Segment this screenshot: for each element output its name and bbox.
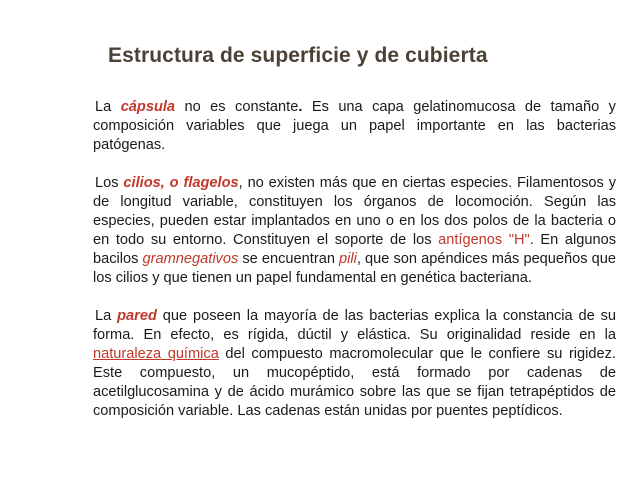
p1-rest: Es una capa gelatinomucosa de tamaño y composición variables que juega un papel importante en las bacterias patógenas. <box>93 99 616 153</box>
keyword-pili: pili <box>339 251 357 267</box>
keyword-capsula: cápsula <box>120 99 176 115</box>
p2-text-2: . En algunos bacilos <box>93 232 616 267</box>
p1-pre: La <box>95 99 121 115</box>
p2-text-3: se encuentran <box>238 251 340 267</box>
keyword-pared: pared <box>117 308 157 324</box>
slide-title: Estructura de superficie y de cubierta <box>108 44 488 67</box>
keyword-gramnegativos: gramnegativos <box>142 251 239 267</box>
keyword-cilios-flagelos: cilios, o flagelos <box>123 175 239 191</box>
p1-mid: no es constante <box>175 99 299 115</box>
p3-text-2: del compuesto macromolecular que le confiere su rigidez. Este compuesto, un mucopéptido, está formado por cadenas de acetilglucosamina y de ácido murámico sobre las que se fijan tetrapéptidos de composición variable. Las cadenas están unidas por puentes peptídicos. <box>93 346 616 419</box>
p3-text-1: que poseen la mayoría de las bacterias explica la constancia de su forma. En efecto, es rígida, dúctil y elástica. Su originalidad reside en la <box>93 308 617 343</box>
slide-body <box>93 98 616 421</box>
link-naturaleza-quimica[interactable]: naturaleza química <box>93 346 219 362</box>
p2-text-1: , no existen más que en ciertas especies. Filamentosos y de longitud variable, constituyen los órganos de locomoción. Según las especies, pueden estar implantados en uno o en los dos polos de la bacteria o en todo su entorno. Constituyen el soporte de los <box>93 175 616 248</box>
p1-dot: . <box>298 99 303 115</box>
p2-text-4: , que son apéndices más pequeños que los cilios y que tienen un papel fundamental en genética bacteriana. <box>93 251 617 286</box>
keyword-antigenos-h: antígenos "H" <box>438 232 530 248</box>
p2-pre: Los <box>95 175 124 191</box>
p3-pre: La <box>95 308 118 324</box>
paragraph-pared <box>93 307 616 421</box>
paragraph-cilios <box>93 174 616 288</box>
paragraph-capsula <box>93 98 616 155</box>
